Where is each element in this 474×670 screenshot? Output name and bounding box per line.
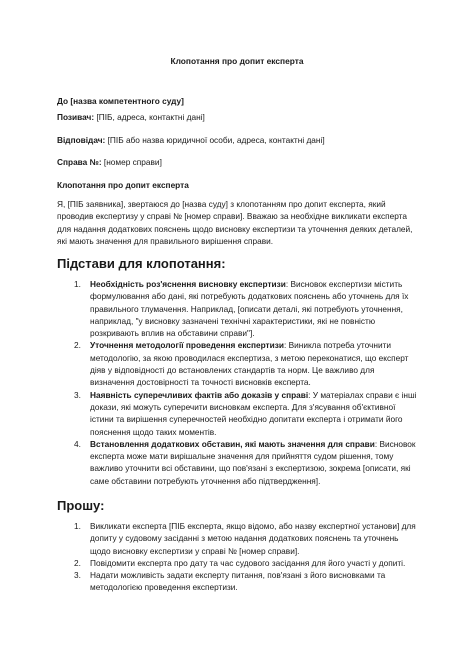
- ground-text: : Висновок експертизи містить формулювання або дані, які потребують додаткових пояснень або уточнень для їх правильного тлумачення. Наприклад, [описати деталі, які потребують уточнення, наприклад, "у висновку зазначені технічні характеристики, які не повністю розкривають вплив на обставини справи"].: [90, 279, 409, 339]
- ground-text: : Виникла потреба уточнити методологію, за якою проводилася експертиза, з метою переконатися, що експерт діяв у відповідності до встановлених стандартів та норм. Це важливо для визначення достовірності та точності висновків експерта.: [90, 340, 409, 388]
- request-list: [57, 520, 419, 594]
- plaintiff-label: Позивач:: [57, 112, 95, 122]
- grounds-heading: Підстави для клопотання:: [57, 256, 226, 271]
- case-number-line: [57, 156, 419, 168]
- defendant-value: [ПІБ або назва юридичної особи, адреса, контактні дані]: [105, 135, 325, 145]
- list-item-number: 2.: [74, 340, 81, 351]
- request-heading: Прошу:: [57, 498, 105, 513]
- court-addressee: До [назва компетентного суду]: [57, 96, 184, 106]
- ground-title: Встановлення додаткових обставин, які мають значення для справи: [90, 438, 375, 449]
- ground-text: : Висновок експерта може мати вирішальне значення для прийняття судом рішення, тому важливо уточнити всі обставини, що пов'язані з експертизою, зокрема [описати, які саме обставини потребують уточнення або підтвердження].: [90, 438, 416, 486]
- defendant-line: [57, 134, 419, 146]
- ground-title: Уточнення методології проведення експертизи: [90, 340, 284, 351]
- plaintiff-value: [ПІБ, адреса, контактні дані]: [94, 112, 205, 122]
- grounds-list: [57, 278, 419, 487]
- list-item: [57, 569, 419, 594]
- request-subtitle: Клопотання про допит експерта: [57, 180, 189, 190]
- plaintiff-line: [57, 111, 419, 123]
- list-item-number: 4.: [74, 438, 81, 449]
- list-item: [57, 438, 419, 487]
- list-item: [57, 278, 419, 339]
- document-title: Клопотання про допит експерта: [170, 56, 304, 66]
- intro-paragraph: Я, [ПІБ заявника], звертаюся до [назва суду] з клопотанням про допит експерта, який проводив експертизу у справі № [номер справи]. Вважаю за необхідне викликати експерта для надання додаткових пояснень щодо висновку експертизи та уточнення деяких деталей, які мають значення для правильного вирішення справи.: [57, 199, 413, 246]
- case-label: Справа №:: [57, 157, 102, 167]
- ground-title: Наявність суперечливих фактів або доказів у справі: [90, 389, 309, 400]
- ground-text: : У матеріалах справи є інші докази, які можуть суперечити висновкам експерта. Для з'ясування об'єктивної істини та вирішення суперечностей необхідно допитати експерта і отримати його пояснення щодо таких моментів.: [90, 389, 417, 437]
- request-text: Надати можливість задати експерту питання, пов'язані з його висновками та методологією проведення експертизи.: [90, 570, 386, 593]
- list-item-number: 2.: [74, 557, 81, 568]
- list-item: [57, 557, 419, 569]
- request-text: Викликати експерта [ПІБ експерта, якщо відомо, або назву експертної установи] для допиту у судовому засіданні з метою надання додаткових пояснень та уточнень щодо висновку експертизи у справі № [номер справи].: [90, 521, 416, 556]
- request-text: Повідомити експерта про дату та час судового засідання для його участі у допиті.: [90, 557, 406, 568]
- list-item: [57, 339, 419, 388]
- list-item-number: 3.: [74, 389, 81, 400]
- list-item: [57, 389, 419, 438]
- case-value: [номер справи]: [101, 157, 162, 167]
- defendant-label: Відповідач:: [57, 135, 106, 145]
- list-item-number: 1.: [74, 521, 81, 531]
- ground-title: Необхідність роз'яснення висновку експертизи: [90, 279, 286, 289]
- list-item-number: 3.: [74, 570, 81, 581]
- list-item: [57, 520, 419, 557]
- list-item-number: 1.: [74, 279, 81, 289]
